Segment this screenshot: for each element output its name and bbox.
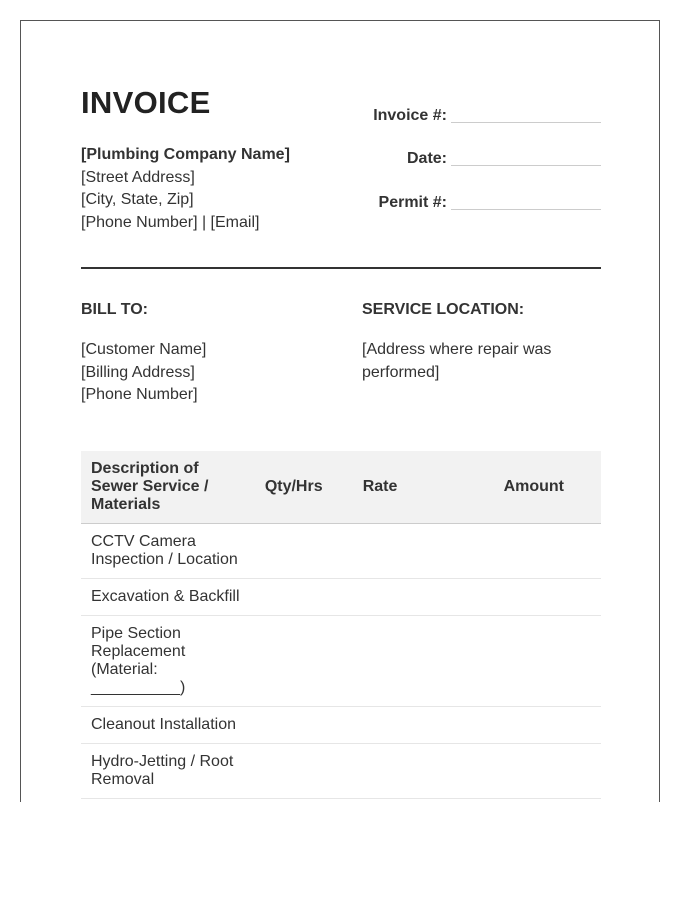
permit-row bbox=[351, 188, 601, 212]
row-amount bbox=[467, 707, 601, 744]
table-row bbox=[81, 579, 601, 616]
column-header-description: Description of Sewer Service / Materials bbox=[81, 451, 255, 524]
column-header-amount: Amount bbox=[467, 451, 601, 524]
bill-to-details bbox=[81, 339, 206, 407]
table-header-row bbox=[81, 451, 601, 524]
row-rate bbox=[353, 744, 467, 799]
column-header-rate: Rate bbox=[353, 451, 467, 524]
permit-field[interactable] bbox=[451, 209, 601, 210]
date-row bbox=[351, 144, 601, 168]
line-items-table bbox=[81, 451, 601, 799]
company-name: [Plumbing Company Name] bbox=[81, 146, 290, 163]
invoice-number-label: Invoice #: bbox=[373, 107, 447, 124]
table-row bbox=[81, 616, 601, 707]
row-amount bbox=[467, 616, 601, 707]
row-rate bbox=[353, 524, 467, 579]
permit-label: Permit #: bbox=[378, 194, 447, 211]
column-header-qty: Qty/Hrs bbox=[255, 451, 353, 524]
row-description: Pipe Section Replacement (Material: __________) bbox=[81, 616, 255, 707]
table-row bbox=[81, 744, 601, 799]
table-row bbox=[81, 524, 601, 579]
date-label: Date: bbox=[406, 150, 447, 167]
company-info bbox=[81, 144, 290, 234]
row-amount bbox=[467, 744, 601, 799]
customer-name: [Customer Name] bbox=[81, 341, 207, 358]
invoice-page bbox=[20, 20, 660, 802]
row-rate bbox=[353, 707, 467, 744]
row-qty bbox=[255, 707, 353, 744]
row-qty bbox=[255, 524, 353, 579]
date-field[interactable] bbox=[451, 165, 601, 166]
row-amount bbox=[467, 579, 601, 616]
row-rate bbox=[353, 579, 467, 616]
row-description: Hydro-Jetting / Root Removal bbox=[81, 744, 255, 799]
invoice-number-field[interactable] bbox=[451, 122, 601, 123]
row-rate bbox=[353, 616, 467, 707]
row-qty bbox=[255, 616, 353, 707]
row-description: CCTV Camera Inspection / Location bbox=[81, 524, 255, 579]
invoice-title: INVOICE bbox=[81, 85, 211, 120]
row-qty bbox=[255, 579, 353, 616]
company-city: [City, State, Zip] bbox=[81, 191, 194, 208]
row-description: Cleanout Installation bbox=[81, 707, 255, 744]
service-location-address: [Address where repair was performed] bbox=[362, 341, 552, 381]
row-description: Excavation & Backfill bbox=[81, 579, 255, 616]
header-divider bbox=[81, 267, 601, 269]
row-qty bbox=[255, 744, 353, 799]
customer-phone: [Phone Number] bbox=[81, 386, 198, 403]
bill-to-heading: BILL TO: bbox=[81, 301, 148, 318]
invoice-number-row bbox=[351, 101, 601, 125]
table-row bbox=[81, 707, 601, 744]
company-street: [Street Address] bbox=[81, 168, 195, 186]
row-amount bbox=[467, 524, 601, 579]
service-location-heading: SERVICE LOCATION: bbox=[362, 301, 525, 318]
company-contact: [Phone Number] | [Email] bbox=[81, 213, 260, 231]
billing-address: [Billing Address] bbox=[81, 363, 195, 381]
